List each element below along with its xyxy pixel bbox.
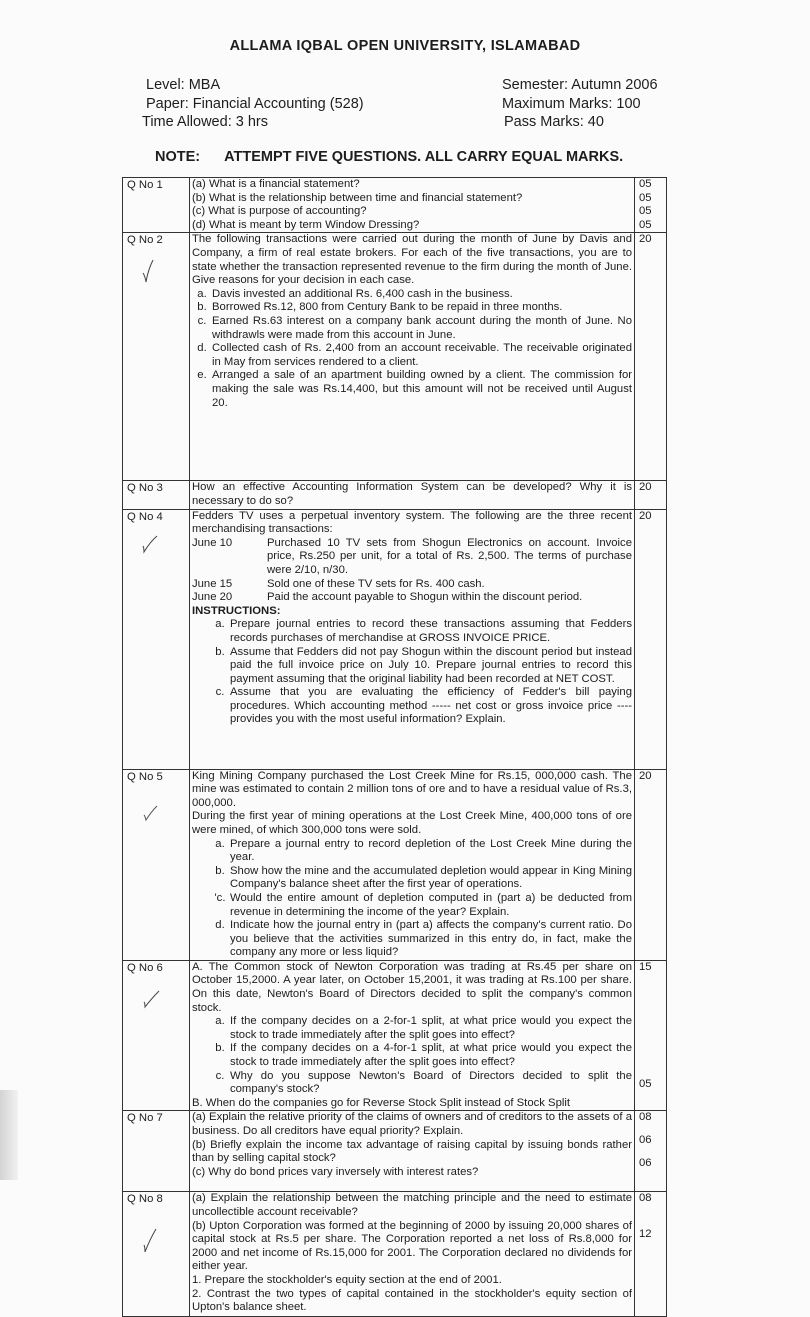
question-number: Q No 5 — [127, 770, 163, 783]
list-item — [192, 865, 632, 892]
question-text: How an effective Accounting Information System can be developed? Why it is necessary to do so? — [190, 481, 635, 509]
question-row — [123, 769, 667, 960]
item-text: If the company decides on a 2-for-1 split, at what price would you expect the stock to trade immediately after the split goes into effect? — [230, 1015, 632, 1041]
entry-date: June 15 — [192, 577, 233, 590]
marks-value: 06 — [639, 1134, 652, 1146]
question-number: Q No 8 — [127, 1193, 163, 1206]
question-number: Q No 3 — [123, 481, 190, 509]
marks-value: 05 — [639, 178, 652, 190]
time-allowed-text: Time Allowed: 3 hrs — [142, 114, 268, 130]
tick-mark-icon — [141, 534, 159, 556]
entry-date: June 20 — [192, 591, 233, 604]
item-bullet: a. — [215, 837, 225, 850]
marks-cell — [635, 960, 667, 1111]
list-item — [192, 1042, 632, 1069]
entry-text: Purchased 10 TV sets from Shogun Electronics on account. Invoice price, Rs.250 per unit, for a total of Rs. 2,500. The terms of purchase were 2/10, n/30. — [267, 536, 632, 576]
marks-value: 20 — [635, 769, 667, 960]
question-intro: The following transactions were carried out during the month of June by Davis and Company, a firm of real estate brokers. For each of the five transactions, you are to state whether the transaction represented revenue to the firm during the month of June. Give reasons for your decision in each case. — [192, 233, 632, 287]
marks-value: 15 — [639, 960, 652, 973]
marks-value: 06 — [639, 1156, 652, 1169]
part-a-text: A. The Common stock of Newton Corporation was trading at Rs.45 per share on October 15,2000. A year later, on October 15,2001, it was trading at Rs.100 per share. On this date, Newton's Board of Directors decided to split the company's common stock. — [192, 960, 632, 1014]
note-text: ATTEMPT FIVE QUESTIONS. ALL CARRY EQUAL MARKS. — [224, 149, 624, 165]
item-text: Show how the mine and the accumulated depletion would appear in King Mining Company's balance sheet after the first year of operations. — [230, 864, 632, 891]
question-number: Q No 4 — [127, 510, 163, 523]
marks-value: 20 — [635, 233, 667, 481]
marks-value: 08 — [639, 1192, 652, 1205]
question-number-cell — [123, 960, 190, 1111]
question-row — [123, 509, 667, 769]
list-item — [192, 838, 632, 865]
question-intro-2: During the first year of mining operations at the Lost Creek Mine, 400,000 tons of ore were mined, of which 300,000 tons were sold. — [192, 810, 632, 836]
question-number-cell — [123, 769, 190, 960]
tick-mark-icon — [141, 1227, 159, 1255]
item-text: Assume that Fedders did not pay Shogun within the discount period but instead paid the full invoice price on July 10. Prepare journal entries to record this payment assuming that the original liability had been recorded at NET COST. — [230, 645, 632, 685]
question-row — [123, 960, 667, 1111]
marks-value: 08 — [639, 1111, 652, 1124]
part-b-text: B. When do the companies go for Reverse Stock Split instead of Stock Split — [192, 1096, 571, 1109]
question-number: Q No 2 — [127, 234, 163, 247]
question-body — [190, 1111, 635, 1192]
item-text: Davis invested an additional Rs. 6,400 cash in the business. — [212, 287, 513, 300]
question-body — [190, 233, 635, 481]
item-bullet: d. — [215, 919, 225, 932]
marks-value: 05 — [639, 1078, 652, 1091]
list-item — [192, 919, 632, 960]
list-item — [192, 301, 632, 315]
question-number: Q No 7 — [123, 1111, 190, 1192]
part-c-text: (c) Why do bond prices vary inversely with interest rates? — [192, 1165, 479, 1178]
max-marks-text: Maximum Marks: 100 — [502, 95, 641, 112]
entry-text: Paid the account payable to Shogun within the discount period. — [267, 591, 583, 604]
tick-mark-icon — [141, 804, 159, 824]
item-bullet: 'c. — [214, 891, 226, 904]
question-body — [190, 1192, 635, 1317]
question-line: (c) What is purpose of accounting? — [192, 205, 367, 218]
part-b2-text: 2. Contrast the two types of capital contained in the stockholder's equity section of Upton's balance sheet. — [192, 1287, 632, 1314]
item-text: Arranged a sale of an apartment building owned by a client. The commission for making the sale was Rs.14,400, but this amount will not be received until August 20. — [212, 369, 632, 409]
marks-value: 05 — [639, 191, 652, 204]
question-number-cell — [123, 233, 190, 481]
item-text: Prepare a journal entry to record depletion of the Lost Creek Mine during the year. — [230, 837, 632, 864]
item-text: Prepare journal entries to record these transactions assuming that Fedders records purchases of merchandise at GROSS INVOICE PRICE. — [230, 618, 632, 644]
part-b-text: (b) Briefly explain the income tax advantage of raising capital by issuing bonds rather than by selling capital stock? — [192, 1138, 632, 1165]
pass-marks-text: Pass Marks: 40 — [504, 114, 604, 130]
question-row — [123, 178, 667, 233]
item-text: Why do you suppose Newton's Board of Directors decided to split the company's stock? — [230, 1069, 632, 1096]
list-item — [192, 686, 632, 727]
item-bullet: a. — [215, 1015, 225, 1028]
semester-text: Semester: Autumn 2006 — [502, 77, 658, 93]
level-text: Level: MBA — [146, 77, 221, 93]
question-body — [190, 960, 635, 1111]
entry-text: Sold one of these TV sets for Rs. 400 cash. — [267, 577, 485, 590]
list-item — [192, 315, 632, 342]
question-row — [123, 233, 667, 481]
instructions-label: INSTRUCTIONS: — [192, 604, 281, 617]
item-bullet: b. — [215, 1042, 225, 1055]
paper-text: Paper: Financial Accounting (528) — [146, 95, 364, 112]
transaction-entry — [192, 591, 632, 605]
item-bullet: e. — [197, 369, 207, 382]
list-item — [192, 1070, 632, 1097]
list-item — [192, 892, 632, 919]
list-item — [192, 618, 632, 645]
part-b1-text: 1. Prepare the stockholder's equity section at the end of 2001. — [192, 1273, 502, 1286]
university-title: ALLAMA IQBAL OPEN UNIVERSITY, ISLAMABAD — [229, 38, 581, 54]
list-item — [192, 288, 632, 302]
question-row — [123, 1111, 667, 1192]
question-row — [123, 1192, 667, 1317]
question-line: (b) What is the relationship between time and financial statement? — [192, 191, 523, 204]
item-text: Borrowed Rs.12, 800 from Century Bank to be repaid in three months. — [212, 301, 563, 314]
item-bullet: a. — [197, 287, 207, 300]
tick-mark-icon — [141, 258, 157, 284]
item-bullet: c. — [215, 686, 225, 699]
marks-value: 05 — [639, 205, 652, 218]
item-bullet: c. — [215, 1069, 225, 1082]
item-text: Would the entire amount of depletion computed in (part a) be deducted from revenue in determining the income of the year? Explain. — [230, 891, 632, 918]
transaction-entry — [192, 537, 632, 578]
marks-value: 20 — [635, 481, 667, 509]
list-item — [192, 1015, 632, 1042]
marks-cell — [635, 178, 667, 233]
question-number-cell — [123, 1192, 190, 1317]
transaction-entry — [192, 578, 632, 592]
question-body — [190, 509, 635, 769]
part-a-text: (a) Explain the relative priority of the claims of owners and of creditors to the assets of a business. Do all creditors have equal priority? Explain. — [192, 1111, 632, 1137]
question-line: (a) What is a financial statement? — [192, 178, 360, 190]
exam-info-right — [502, 76, 658, 132]
question-number: Q No 6 — [127, 961, 163, 974]
question-line: (d) What is meant by term Window Dressing? — [192, 218, 420, 231]
exam-info-left — [142, 76, 364, 132]
item-text: Indicate how the journal entry in (part a) affects the company's current ratio. Do you believe that the activities summarized in this entry do, in fact, make the company any more or less liquid? — [230, 919, 632, 959]
item-text: Earned Rs.63 interest on a company bank account during the month of June. No withdrawls were made from this account in June. — [212, 314, 632, 341]
question-body — [190, 769, 635, 960]
part-a-text: (a) Explain the relationship between the matching principle and the need to estimate uncollectible account receivable? — [192, 1192, 632, 1218]
scan-edge-shadow — [0, 1090, 18, 1180]
item-text: Assume that you are evaluating the efficiency of Fedder's bill paying procedures. Which accounting method ----- net cost or gross invoice price ---- provides you with the most useful information? Explain. — [230, 686, 632, 726]
marks-value: 20 — [635, 509, 667, 769]
entry-date: June 10 — [192, 536, 233, 549]
item-bullet: b. — [197, 301, 207, 314]
marks-cell — [635, 1111, 667, 1192]
list-item — [192, 369, 632, 410]
note-label: NOTE: — [155, 149, 201, 165]
item-bullet: b. — [215, 645, 225, 658]
marks-value: 05 — [639, 218, 652, 231]
item-bullet: d. — [197, 342, 207, 355]
item-bullet: a. — [215, 618, 225, 631]
question-intro: Fedders TV uses a perpetual inventory system. The following are the three recent merchandising transactions: — [192, 509, 632, 536]
item-bullet: c. — [197, 314, 207, 327]
item-bullet: b. — [215, 864, 225, 877]
marks-value: 12 — [639, 1228, 652, 1240]
question-intro: King Mining Company purchased the Lost Creek Mine for Rs.15, 000,000 cash. The mine was estimated to contain 2 million tons of ore and to have a residual value of Rs.3, 000,000. — [192, 769, 632, 809]
item-text: Collected cash of Rs. 2,400 from an account receivable. The receivable originated in May from services rendered to a client. — [212, 342, 632, 368]
question-number-cell — [123, 509, 190, 769]
list-item — [192, 342, 632, 369]
part-b-text: (b) Upton Corporation was formed at the beginning of 2000 by issuing 20,000 shares of capital stock at Rs.5 per share. The Corporation reported a net loss of Rs.8,000 for 2000 and net income of Rs.15,000 for 2001. The Corporation declared no dividends for either year. — [192, 1219, 632, 1273]
question-row — [123, 481, 667, 509]
question-body — [190, 178, 635, 233]
item-text: If the company decides on a 4-for-1 split, at what price would you expect the stock to trade immediately after the split goes into effect? — [230, 1042, 632, 1069]
list-item — [192, 646, 632, 687]
questions-table — [122, 177, 667, 1317]
marks-cell — [635, 1192, 667, 1317]
question-number: Q No 1 — [123, 178, 190, 233]
note-line — [155, 149, 623, 165]
tick-mark-icon — [141, 989, 161, 1011]
